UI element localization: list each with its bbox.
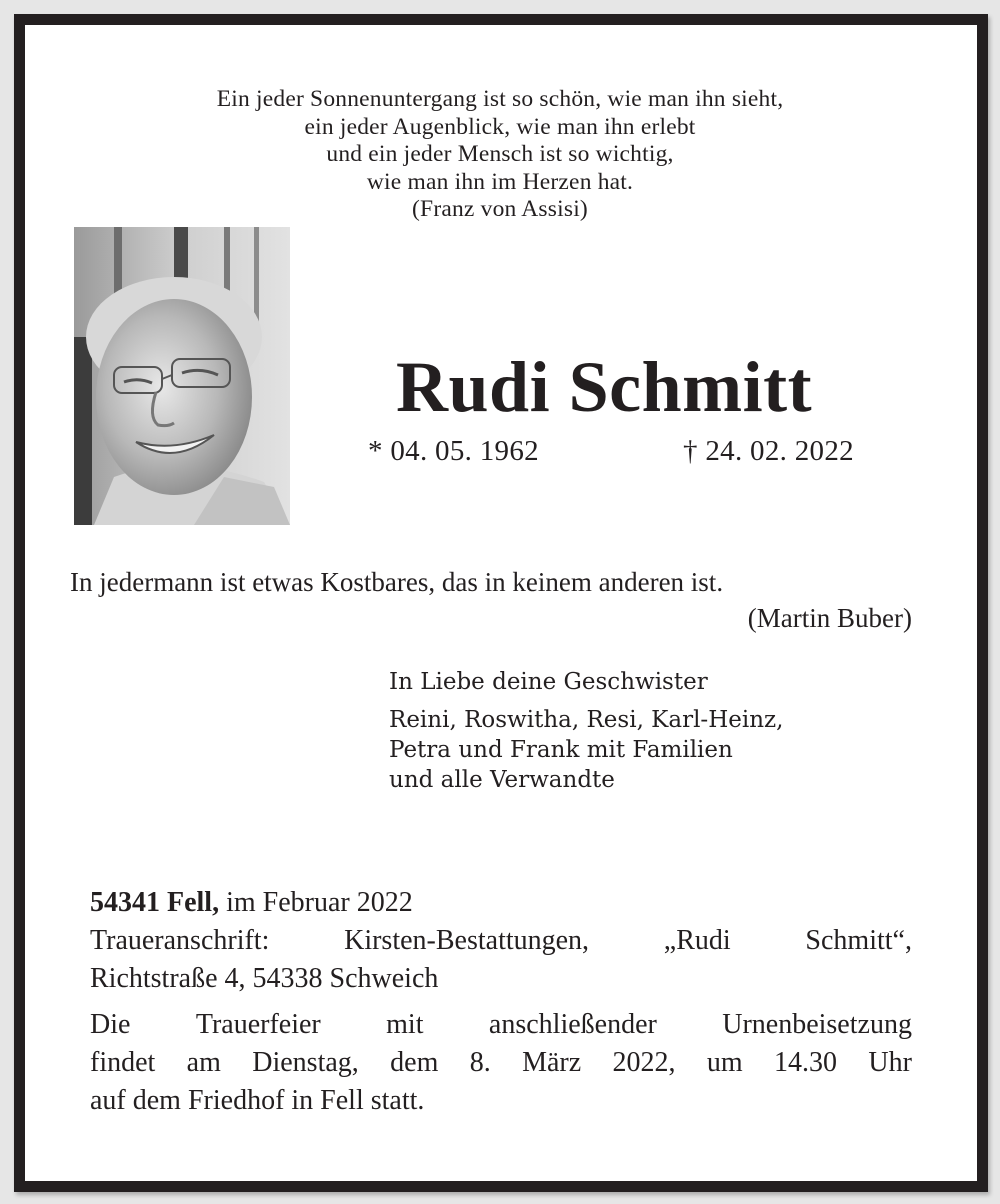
deceased-name: Rudi Schmitt xyxy=(396,347,813,427)
poem-line: Ein jeder Sonnenuntergang ist so schön, wie man ihn sieht, xyxy=(216,86,784,112)
address-word: Schmitt“, xyxy=(805,925,912,956)
ceremony-word: mit xyxy=(386,1009,424,1040)
ceremony-line-1 xyxy=(90,1006,912,1044)
opening-poem xyxy=(0,86,1000,224)
ceremony-line-2 xyxy=(90,1044,912,1082)
ceremony-word: Urnenbeisetzung xyxy=(722,1009,912,1040)
address-word: „Rudi xyxy=(663,925,731,956)
footer-block xyxy=(90,884,912,1120)
poem-line: und ein jeder Mensch ist so wichtig, xyxy=(326,141,674,167)
quote-text: In jedermann ist etwas Kostbares, das in keinem anderen ist. xyxy=(70,567,724,597)
address-line-1 xyxy=(90,922,912,960)
poem-author: (Franz von Assisi) xyxy=(412,196,588,222)
ceremony-word: findet xyxy=(90,1047,156,1078)
ceremony-word: Dienstag, xyxy=(252,1047,359,1078)
poem-line: wie man ihn im Herzen hat. xyxy=(366,168,634,195)
ceremony-word: dem xyxy=(390,1047,439,1078)
ceremony-word: um xyxy=(706,1047,743,1078)
place-date: im Februar 2022 xyxy=(219,887,413,918)
ceremony-word: 2022, xyxy=(612,1047,676,1078)
ceremony-word: 14.30 xyxy=(774,1047,838,1078)
ceremony-word: am xyxy=(186,1047,221,1078)
ceremony-word: März xyxy=(522,1047,582,1078)
portrait-photo xyxy=(74,227,290,525)
ceremony-line-3: auf dem Friedhof in Fell statt. xyxy=(90,1085,425,1116)
mourners-line: Reini, Roswitha, Resi, Karl-Heinz, xyxy=(389,707,784,733)
poem-line: ein jeder Augenblick, wie man ihn erlebt xyxy=(304,113,696,140)
portrait-image xyxy=(74,227,290,525)
address-word: Traueranschrift: xyxy=(90,925,270,956)
address-word: Kirsten-Bestattungen, xyxy=(344,925,590,956)
mourners-block xyxy=(389,667,783,795)
mourners-line: und alle Verwandte xyxy=(389,767,615,793)
ceremony-word: Trauerfeier xyxy=(195,1009,321,1040)
address-line-2: Richtstraße 4, 54338 Schweich xyxy=(90,963,439,994)
place-bold: 54341 Fell, xyxy=(90,887,220,918)
quote-author: (Martin Buber) xyxy=(747,603,912,633)
ceremony-word: Die xyxy=(90,1009,131,1040)
mourners-line: Petra und Frank mit Familien xyxy=(389,737,733,763)
place-date-line xyxy=(90,884,912,922)
ceremony-word: 8. xyxy=(469,1047,491,1078)
ceremony-word: anschließender xyxy=(488,1009,657,1040)
death-date: † 24. 02. 2022 xyxy=(683,435,854,467)
birth-date: * 04. 05. 1962 xyxy=(368,435,539,467)
ceremony-word: Uhr xyxy=(868,1047,912,1078)
mourners-intro: In Liebe deine Geschwister xyxy=(389,669,708,695)
